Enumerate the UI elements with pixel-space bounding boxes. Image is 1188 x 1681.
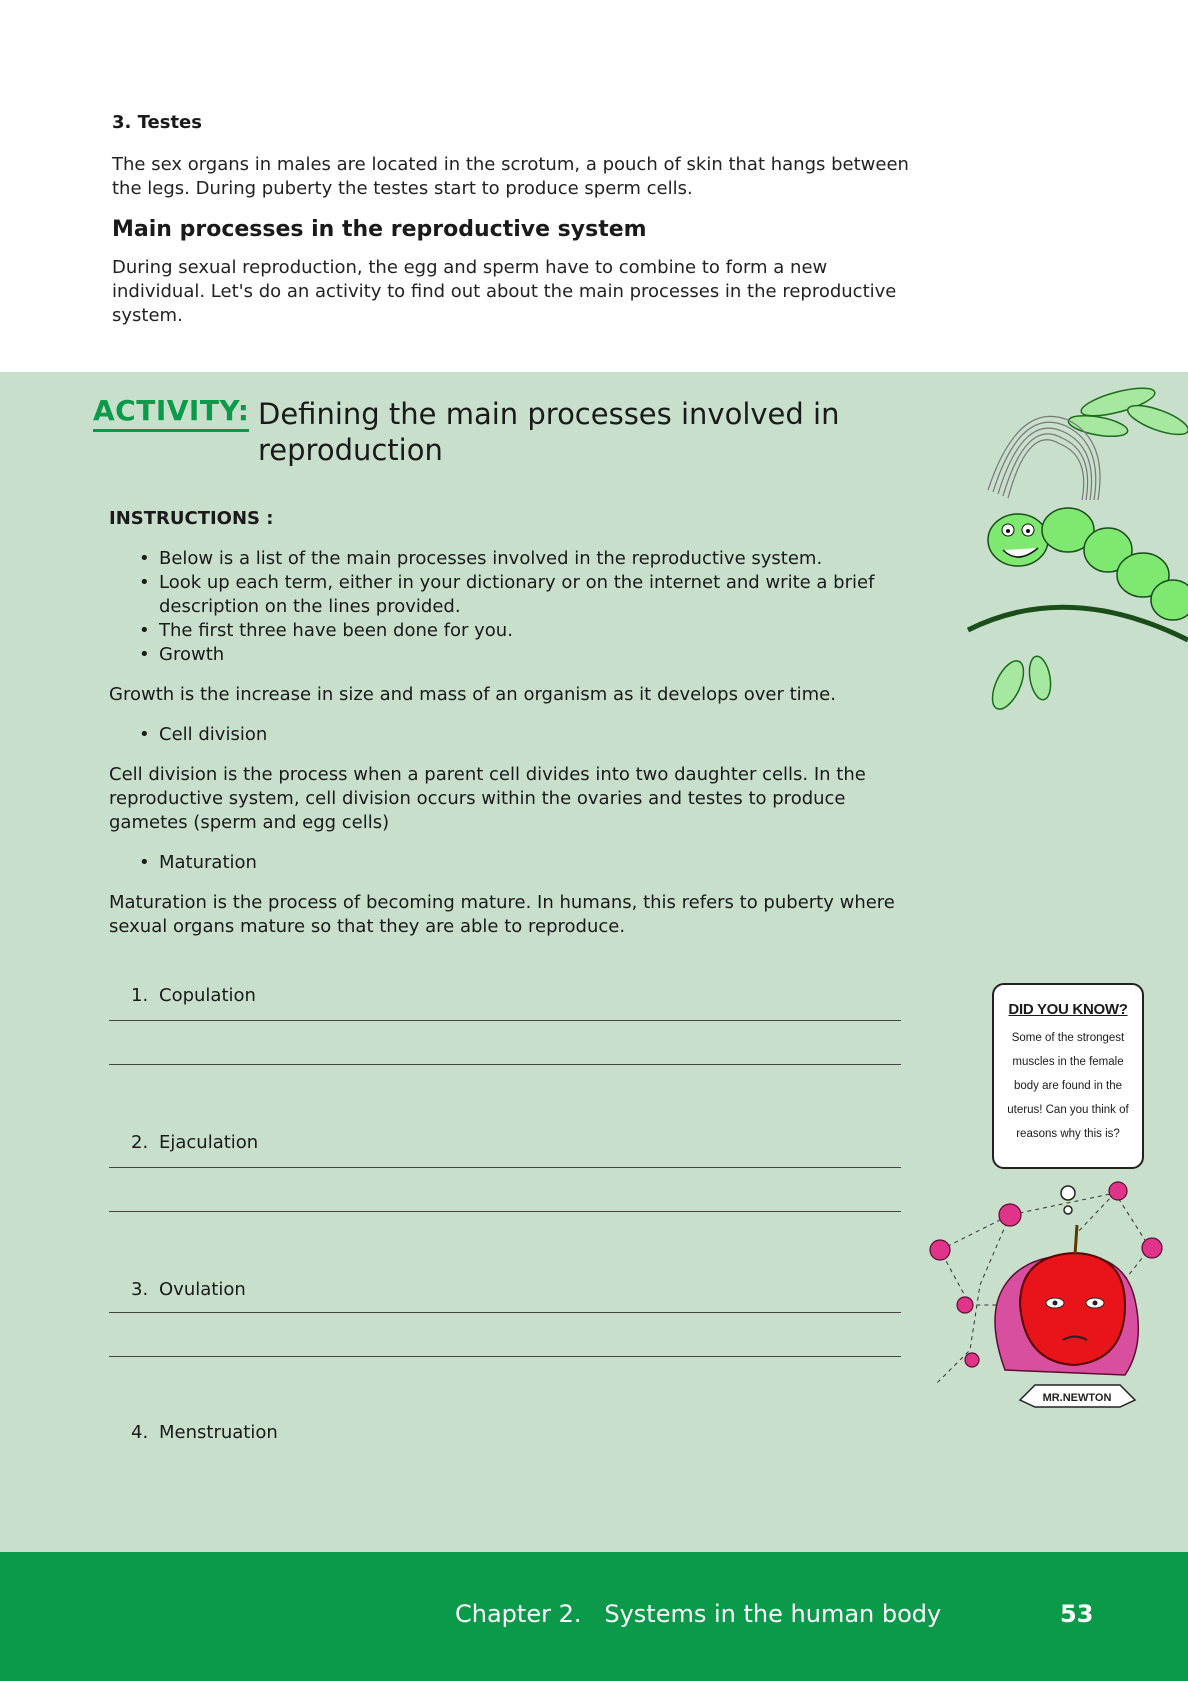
did-you-know-title: DID YOU KNOW? bbox=[1008, 1001, 1128, 1018]
question-ejaculation bbox=[109, 1131, 901, 1155]
answer-line[interactable] bbox=[109, 1064, 901, 1065]
cell-division-list bbox=[109, 723, 909, 747]
growth-answer: Growth is the increase in size and mass of an organism as it develops over time. bbox=[109, 684, 836, 705]
list-item: • Growth bbox=[109, 643, 909, 667]
question-number: 2. bbox=[131, 1132, 149, 1153]
question-number: 4. bbox=[131, 1422, 149, 1443]
question-number: 1. bbox=[131, 985, 149, 1006]
cell-division-answer: Cell division is the process when a parent cell divides into two daughter cells. In the reproductive system, cell division occurs within the ovaries and testes to produce gametes (sperm and egg cells) bbox=[109, 764, 866, 833]
question-menstruation bbox=[109, 1421, 901, 1445]
page-footer bbox=[0, 1552, 1188, 1681]
intro-section bbox=[112, 112, 912, 344]
activity-content bbox=[109, 508, 909, 955]
question-term: Ovulation bbox=[159, 1279, 246, 1300]
page-number: 53 bbox=[1060, 1600, 1094, 1628]
activity-title: Defining the main processes involved in reproduction bbox=[258, 397, 840, 467]
newton-apple-illustration bbox=[925, 1175, 1175, 1415]
did-you-know-text: Some of the strongest muscles in the female body are found in the uterus! Can you think of reasons why this is? bbox=[1007, 1032, 1129, 1140]
list-item: • Look up each term, either in your dictionary or on the internet and write a brief description on the lines provided. bbox=[109, 571, 909, 619]
question-copulation bbox=[109, 984, 901, 1008]
answer-line[interactable] bbox=[109, 1356, 901, 1357]
list-item: • The first three have been done for you. bbox=[109, 619, 909, 643]
section-heading: Main processes in the reproductive system bbox=[112, 217, 647, 242]
caterpillar-slinky-illustration bbox=[948, 380, 1188, 710]
newton-label: MR.NEWTON bbox=[1042, 1392, 1112, 1404]
question-term: Menstruation bbox=[159, 1422, 278, 1443]
answer-line[interactable] bbox=[109, 1020, 901, 1021]
question-term: Ejaculation bbox=[159, 1132, 259, 1153]
activity-label: ACTIVITY: bbox=[93, 394, 249, 432]
maturation-list bbox=[109, 851, 909, 875]
did-you-know-box bbox=[992, 983, 1144, 1169]
chapter-title: Chapter 2. Systems in the human body bbox=[455, 1600, 942, 1628]
answer-line[interactable] bbox=[109, 1312, 901, 1313]
question-ovulation bbox=[109, 1278, 901, 1302]
instructions-list bbox=[109, 547, 909, 667]
question-term: Copulation bbox=[159, 985, 256, 1006]
answer-line[interactable] bbox=[109, 1167, 901, 1168]
answer-line[interactable] bbox=[109, 1211, 901, 1212]
maturation-answer: Maturation is the process of becoming mature. In humans, this refers to puberty where sexual organs mature so that they are able to reproduce. bbox=[109, 892, 895, 937]
list-item: • Maturation bbox=[109, 851, 909, 875]
instructions-heading: INSTRUCTIONS : bbox=[109, 508, 274, 529]
list-item: • Below is a list of the main processes involved in the reproductive system. bbox=[109, 547, 909, 571]
testes-paragraph: The sex organs in males are located in the scrotum, a pouch of skin that hangs between the legs. During puberty the testes start to produce sperm cells. bbox=[112, 154, 909, 199]
list-item: • Cell division bbox=[109, 723, 909, 747]
question-number: 3. bbox=[131, 1279, 149, 1300]
processes-paragraph: During sexual reproduction, the egg and sperm have to combine to form a new individual. Let's do an activity to find out about the main processes in the reproductive system. bbox=[112, 257, 897, 326]
subheading-testes: 3. Testes bbox=[112, 112, 202, 133]
